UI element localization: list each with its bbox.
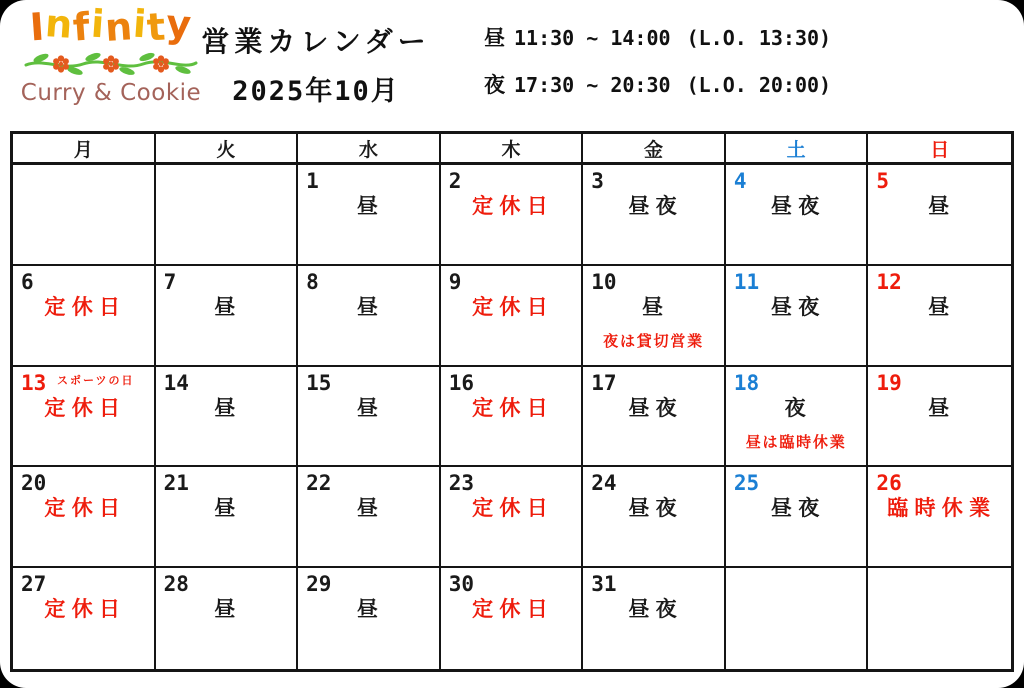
calendar-cell bbox=[583, 568, 726, 669]
day-status: 昼 bbox=[356, 294, 385, 319]
calendar-cell bbox=[13, 367, 156, 468]
calendar-cell bbox=[583, 165, 726, 266]
logo-letter: y bbox=[164, 1, 194, 47]
day-number: 16 bbox=[448, 370, 474, 395]
calendar-cell bbox=[298, 568, 441, 669]
day-number: 8 bbox=[306, 269, 319, 294]
day-number: 12 bbox=[876, 269, 902, 294]
calendar-cell bbox=[441, 367, 584, 468]
day-number: 9 bbox=[448, 269, 462, 294]
logo-letter: I bbox=[28, 4, 47, 50]
calendar-cell-empty bbox=[726, 568, 869, 669]
calendar-cell bbox=[583, 467, 726, 568]
day-number: 7 bbox=[163, 269, 177, 294]
day-status: 昼夜 bbox=[628, 194, 683, 218]
dinner-hours bbox=[484, 69, 831, 99]
calendar-cell bbox=[441, 568, 584, 669]
day-number: 1 bbox=[306, 169, 319, 193]
calendar-cell bbox=[156, 266, 299, 367]
calendar-cell bbox=[441, 266, 584, 367]
holiday-label: スポーツの日 bbox=[57, 373, 135, 387]
logo-letter: f bbox=[71, 4, 93, 50]
weekday-header: 月 bbox=[13, 134, 156, 165]
calendar-cell-empty bbox=[156, 165, 299, 266]
logo-letter: i bbox=[89, 1, 107, 47]
calendar-cell bbox=[441, 467, 584, 568]
dinner-time: 17:30 ~ 20:30 bbox=[514, 73, 671, 97]
day-number: 31 bbox=[591, 572, 617, 597]
day-status: 定休日 bbox=[472, 496, 555, 521]
day-number: 19 bbox=[876, 370, 902, 395]
calendar-cell bbox=[156, 568, 299, 669]
day-status: 臨時休業 bbox=[887, 496, 997, 521]
weekday-header: 金 bbox=[583, 134, 726, 165]
day-number: 5 bbox=[876, 169, 890, 193]
calendar-cell-empty bbox=[13, 165, 156, 266]
day-status: 昼 bbox=[214, 496, 242, 521]
day-status: 昼夜 bbox=[628, 496, 683, 521]
day-note: 昼は臨時休業 bbox=[745, 432, 847, 451]
lunch-time: 11:30 ~ 14:00 bbox=[514, 26, 671, 50]
calendar-cell bbox=[298, 165, 441, 266]
day-number: 23 bbox=[448, 471, 474, 496]
calendar-cell bbox=[868, 367, 1011, 468]
day-number: 24 bbox=[591, 471, 617, 496]
day-status: 昼夜 bbox=[628, 395, 683, 420]
calendar-cell bbox=[13, 266, 156, 367]
day-status: 昼 bbox=[356, 194, 385, 218]
day-status: 昼夜 bbox=[628, 597, 683, 622]
day-status: 昼夜 bbox=[770, 294, 826, 319]
day-number: 14 bbox=[163, 370, 189, 395]
logo-subtitle: Curry & Cookie bbox=[20, 79, 202, 106]
day-number: 27 bbox=[21, 572, 47, 597]
day-status: 定休日 bbox=[472, 395, 555, 420]
dinner-label: 夜 bbox=[484, 73, 505, 97]
calendar-cell bbox=[441, 165, 584, 266]
logo-letter: n bbox=[103, 4, 135, 50]
day-number: 29 bbox=[306, 572, 332, 597]
day-status: 昼 bbox=[356, 597, 385, 622]
day-number: 10 bbox=[591, 269, 617, 294]
calendar-cell bbox=[583, 367, 726, 468]
calendar-cell bbox=[868, 266, 1011, 367]
weekday-header: 木 bbox=[441, 134, 584, 165]
day-status: 昼 bbox=[214, 294, 242, 319]
page-title: 営業カレンダー bbox=[201, 25, 431, 58]
calendar-cell bbox=[726, 266, 869, 367]
day-status: 昼夜 bbox=[770, 194, 826, 218]
business-hours bbox=[484, 22, 831, 116]
calendar-cell-empty bbox=[868, 568, 1011, 669]
flower-vine-decoration bbox=[23, 46, 199, 80]
day-status: 昼 bbox=[928, 294, 956, 319]
day-status: 定休日 bbox=[472, 194, 555, 218]
calendar-cell bbox=[156, 367, 299, 468]
title-block bbox=[188, 20, 444, 108]
day-number: 28 bbox=[163, 572, 189, 597]
calendar-cell bbox=[13, 467, 156, 568]
day-number: 3 bbox=[591, 169, 604, 193]
calendar-cell bbox=[298, 266, 441, 367]
day-number: 2 bbox=[448, 169, 462, 193]
calendar-cell bbox=[13, 568, 156, 669]
day-number: 6 bbox=[21, 269, 34, 294]
day-status: 夜 bbox=[784, 395, 812, 420]
day-status: 定休日 bbox=[472, 597, 555, 622]
logo-name bbox=[16, 1, 206, 50]
day-number: 25 bbox=[733, 471, 760, 496]
calendar-cell bbox=[298, 467, 441, 568]
calendar-grid bbox=[10, 131, 1014, 672]
lunch-last-order: (L.O. 13:30) bbox=[686, 26, 832, 50]
calendar-cell bbox=[868, 467, 1011, 568]
day-status: 定休日 bbox=[44, 294, 127, 319]
day-number: 17 bbox=[591, 370, 617, 395]
calendar-cell bbox=[298, 367, 441, 468]
day-number: 15 bbox=[306, 370, 332, 395]
day-status: 定休日 bbox=[44, 496, 127, 521]
day-status: 定休日 bbox=[44, 597, 127, 622]
day-number: 21 bbox=[163, 471, 189, 496]
logo-letter: i bbox=[131, 1, 149, 47]
day-status: 昼 bbox=[642, 294, 670, 319]
day-status: 昼 bbox=[356, 395, 385, 420]
day-status: 昼 bbox=[928, 194, 956, 218]
calendar-month: 2025年10月 bbox=[232, 76, 400, 107]
day-note: 夜は貸切営業 bbox=[603, 331, 704, 350]
day-status: 昼 bbox=[356, 496, 385, 521]
calendar-cell bbox=[583, 266, 726, 367]
weekday-header: 日 bbox=[868, 134, 1011, 165]
day-status: 昼 bbox=[214, 395, 242, 420]
logo-letter: n bbox=[43, 1, 75, 47]
day-number: 20 bbox=[21, 471, 47, 496]
lunch-hours bbox=[484, 22, 831, 52]
calendar-cell bbox=[156, 467, 299, 568]
day-status: 定休日 bbox=[472, 294, 555, 319]
calendar-cell bbox=[726, 467, 869, 568]
calendar-cell bbox=[726, 165, 869, 266]
day-status: 昼 bbox=[928, 395, 956, 420]
weekday-header: 土 bbox=[726, 134, 869, 165]
lunch-label: 昼 bbox=[484, 26, 505, 50]
day-number: 30 bbox=[448, 572, 474, 597]
day-number: 18 bbox=[733, 370, 760, 395]
weekday-header: 火 bbox=[156, 134, 299, 165]
dinner-last-order: (L.O. 20:00) bbox=[686, 73, 832, 97]
calendar-cell bbox=[726, 367, 869, 468]
day-status: 昼 bbox=[214, 597, 242, 622]
day-number: 13 bbox=[21, 370, 47, 395]
day-number: 4 bbox=[733, 169, 747, 193]
weekday-header: 水 bbox=[298, 134, 441, 165]
logo bbox=[16, 1, 206, 106]
day-number: 22 bbox=[306, 471, 332, 496]
day-number: 26 bbox=[876, 471, 902, 496]
day-number: 11 bbox=[733, 269, 760, 294]
day-status: 定休日 bbox=[44, 395, 127, 420]
day-status: 昼夜 bbox=[770, 496, 826, 521]
logo-letter: t bbox=[145, 4, 168, 50]
calendar-cell bbox=[868, 165, 1011, 266]
